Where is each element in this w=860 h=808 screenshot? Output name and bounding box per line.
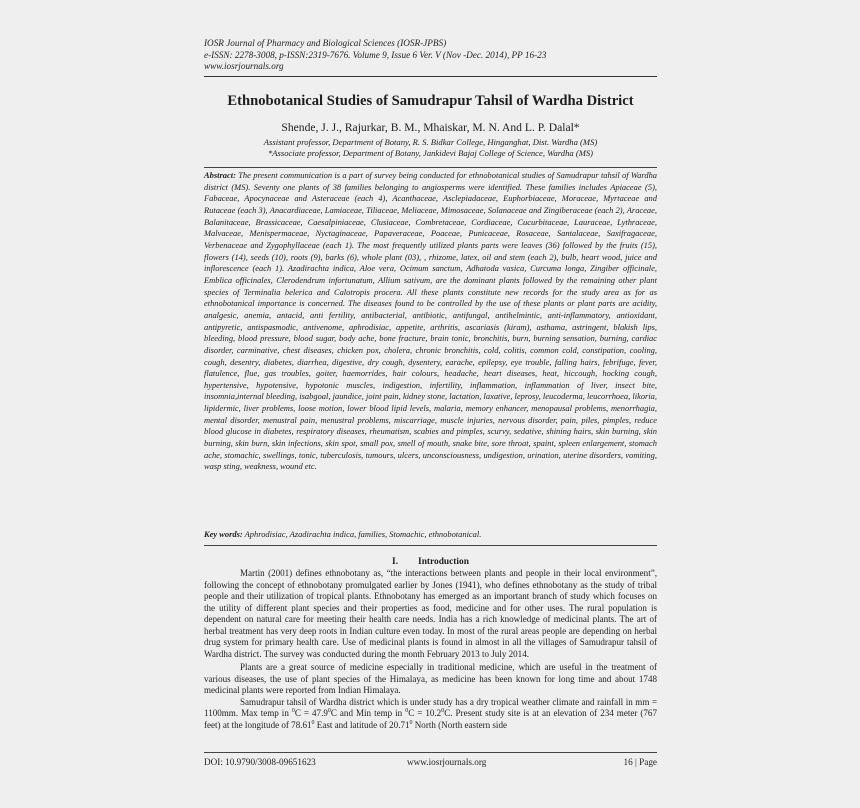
keywords-label: Key words: <box>204 529 243 539</box>
abstract-rule <box>204 167 657 168</box>
body-text <box>204 568 657 731</box>
affiliations <box>204 137 657 160</box>
paragraph-3: Samudrapur tahsil of Wardha district which is under study has a dry tropical weather climate and rainfall in mm = 1100mm. Max temp in $^0C = 47.9^0C$ and Min temp in $^0C = 10.2^0C$. Present study site is at an elevation of 234 meter (767 feet) at the longitude of 78.61$^0$ East and latitude of 20.71$^0$ North (North eastern side <box>204 696 657 730</box>
paper-title: Ethnobotanical Studies of Samudrapur Tahsil of Wardha District <box>227 93 634 109</box>
paragraph-2: Plants are a great source of medicine especially in traditional medicine, which are useful in the treatment of various diseases, the use of plant species of the Himalaya, as medicine has been known for long time and about 1748 medicinal plants were reported from Indian Himalaya. <box>204 662 657 695</box>
footer-page-number: 16 | Page <box>623 757 657 767</box>
section-title: Introduction <box>418 557 469 567</box>
journal-website: www.iosrjournals.org <box>204 61 284 72</box>
abstract <box>204 170 657 473</box>
footer-website: www.iosrjournals.org <box>407 757 487 767</box>
section-heading <box>204 556 657 568</box>
journal-name: IOSR Journal of Pharmacy and Biological Sciences (IOSR-JPBS) <box>204 38 447 48</box>
journal-header <box>204 38 657 73</box>
header-rule <box>204 76 657 77</box>
keywords-text: Aphrodisiac, Azadirachta indica, families, Stomachic, ethnobotanical. <box>244 529 482 539</box>
journal-issn: e-ISSN: 2278-3008, p-ISSN:2319-7676. Volume 9, Issue 6 Ver. V (Nov -Dec. 2014), PP 16-23 <box>204 49 547 60</box>
keywords <box>204 529 657 541</box>
affiliation-1: Assistant professor, Department of Botany, R. S. Bidkar College, Hinganghat, Dist. Wardha (MS) <box>263 137 598 147</box>
affiliation-2: *Associate professor, Department of Botany, Jankidevi Bajaj College of Science, Wardha (MS) <box>267 148 594 159</box>
section-number: I. <box>392 557 399 567</box>
abstract-label: Abstract: <box>204 170 236 180</box>
paragraph-1: Martin (2001) defines ethnobotany as, “the interactions between plants and people in their local environment”, following the concept of ethnobotany promulgated earlier by Jones (1941), who defines ethnobotany as the study of tribal people and their utilization of tropical plants. Ethnobotany has emerged as an important branch of study which focuses on the utility of different plant species and their properties as food, medicine and for other uses. The rural population is dependent on natural care for meeting their health care needs. India has a rich knowledge of medicinal plants. The art of herbal treatment has very deep roots in Indian culture even today. In most of the rural areas people are depending on herbal drug system for primary health care. Use of medicinal plants is found in almost in all the villages of Samudrapur tahsil of Wardha district. The survey was conducted during the month February 2013 to July 2014. <box>204 568 657 659</box>
authors: Shende, J. J., Rajurkar, B. M., Mhaiskar, M. N. And L. P. Dalal* <box>281 121 580 134</box>
footer-rule <box>204 752 657 753</box>
abstract-text: The present communication is a part of survey being conducted for ethnobotanical studies of Samudrapur tahsil of Wardha district (MS). Seventy one plants of 38 families belonging to angiosperms were identified. These families includes Apiaceae (5), Fabaceae, Apocynaceae and Asteraceae (each 4), Acanthaceae, Asclepiadaceae, Euphorbiaceae, Moraceae, Myrtaceae and Rutaceae (each 3), Anacardiaceae, Lamiaceae, Tiliaceae, Meliaceae, Mimosaceae, Solanaceae and Zingiberaceae (each 2), Araceae, Balanitaceae, Brassicaceae, Caesalpiniaceae, Clusiaceae, Combretaceae, Cordiaceae, Cucurbitaceae, Lauraceae, Lythraceae, Malvaceae, Menispermaceae, Nyctaginaceae, Papaveraceae, Poaceae, Punicaceae, Rosaceae, Santalaceae, Saxifragaceae, Verbenaceae and Zygophyllaceae (each 1). The most frequently utilized plants parts were leaves (36) followed by the fruits (15), flowers (14), seeds (10), roots (9), barks (6), whole plant (03), , rhizome, latex, oil and stem (each 2), bulb, heart wood, juice and inflorescence (each 1). Azadirachta indica, Aloe vera, Ocimum sanctum, Adhatoda vasica, Curcuma longa, Zingiber officinale, Emblica officinales, Clerodendrum infortunatum, Allium sativum, are the dominant plants followed by the remaining other plant species of Terminalia belerica and Calotropis procera. All these plants constitute new records for the study area as for as ethnobotanical importance is concerned. The diseases found to be controlled by the use of these plants or plant parts are acidity, analgesic, anemia, antacid, anti fertility, antibacterial, antibiotic, antifungal, antihelmintic, anti-inflammatory, antioxidant, antipyretic, antispasmodic, antivenome, aphrodisiac, appetite, arthritis, ascariasis (kiram), asthama, astringent, blakish lips, bleeding, blood pressure, blood sugar, body ache, bone fracture, brain tonic, bronchitis, burn, burning sensation, burning, cardiac disorder, carminative, chest diseases, chicken pox, cholera, chronic bronchitis, cold, colitis, common cold, constipation, cooling, cough, desentry, diabetes, diarrhea, digestive, dry cough, dysentery, earache, epilepsy, eye trouble, falling hairs, febrifuge, fever, flatulence, flue, gas troubles, goiter, haemorrides, hair colours, headache, heart diseases, heat, hiccough, hocking cough, hypertensive, hypotensive, hypotonic muscles, indigestion, infertility, inflammation, inflammation of liver, insect bite, insomnia,internal bleeding, isabgoal, jaundice, joint pain, kidney stone, lactation, laxative, leprosy, leucoderma, leucorrhoea, likoria, lipidermic, liver problems, loose motion, lower blood lipid levels, malaria, memory enhancer, menopausal problems, menorrhagia, mental disorder, menustral pain, menustral problems, miscarriage, muscle injuries, nervous disorder, pain, piles, pimples, reduce blood glucose in diabetes, respiratory diseases, rheumatism, scabies and pimples, scurvy, sedative, shining hairs, skin burning, skin burning, skin burn, skin infections, skin spot, small pox, smell of mouth, snake bite, sore throat, spaint, spleen enlargement, stomach ache, stomachic, swellings, tonic, tuberculosis, tumours, ulcers, unconsciousness, undigestion, urination, uterine disorders, vomiting, wasp sting, weakness, wound etc. <box>204 170 658 472</box>
footer-doi: DOI: 10.9790/3008-09651623 <box>204 757 316 767</box>
keywords-rule <box>204 545 657 546</box>
